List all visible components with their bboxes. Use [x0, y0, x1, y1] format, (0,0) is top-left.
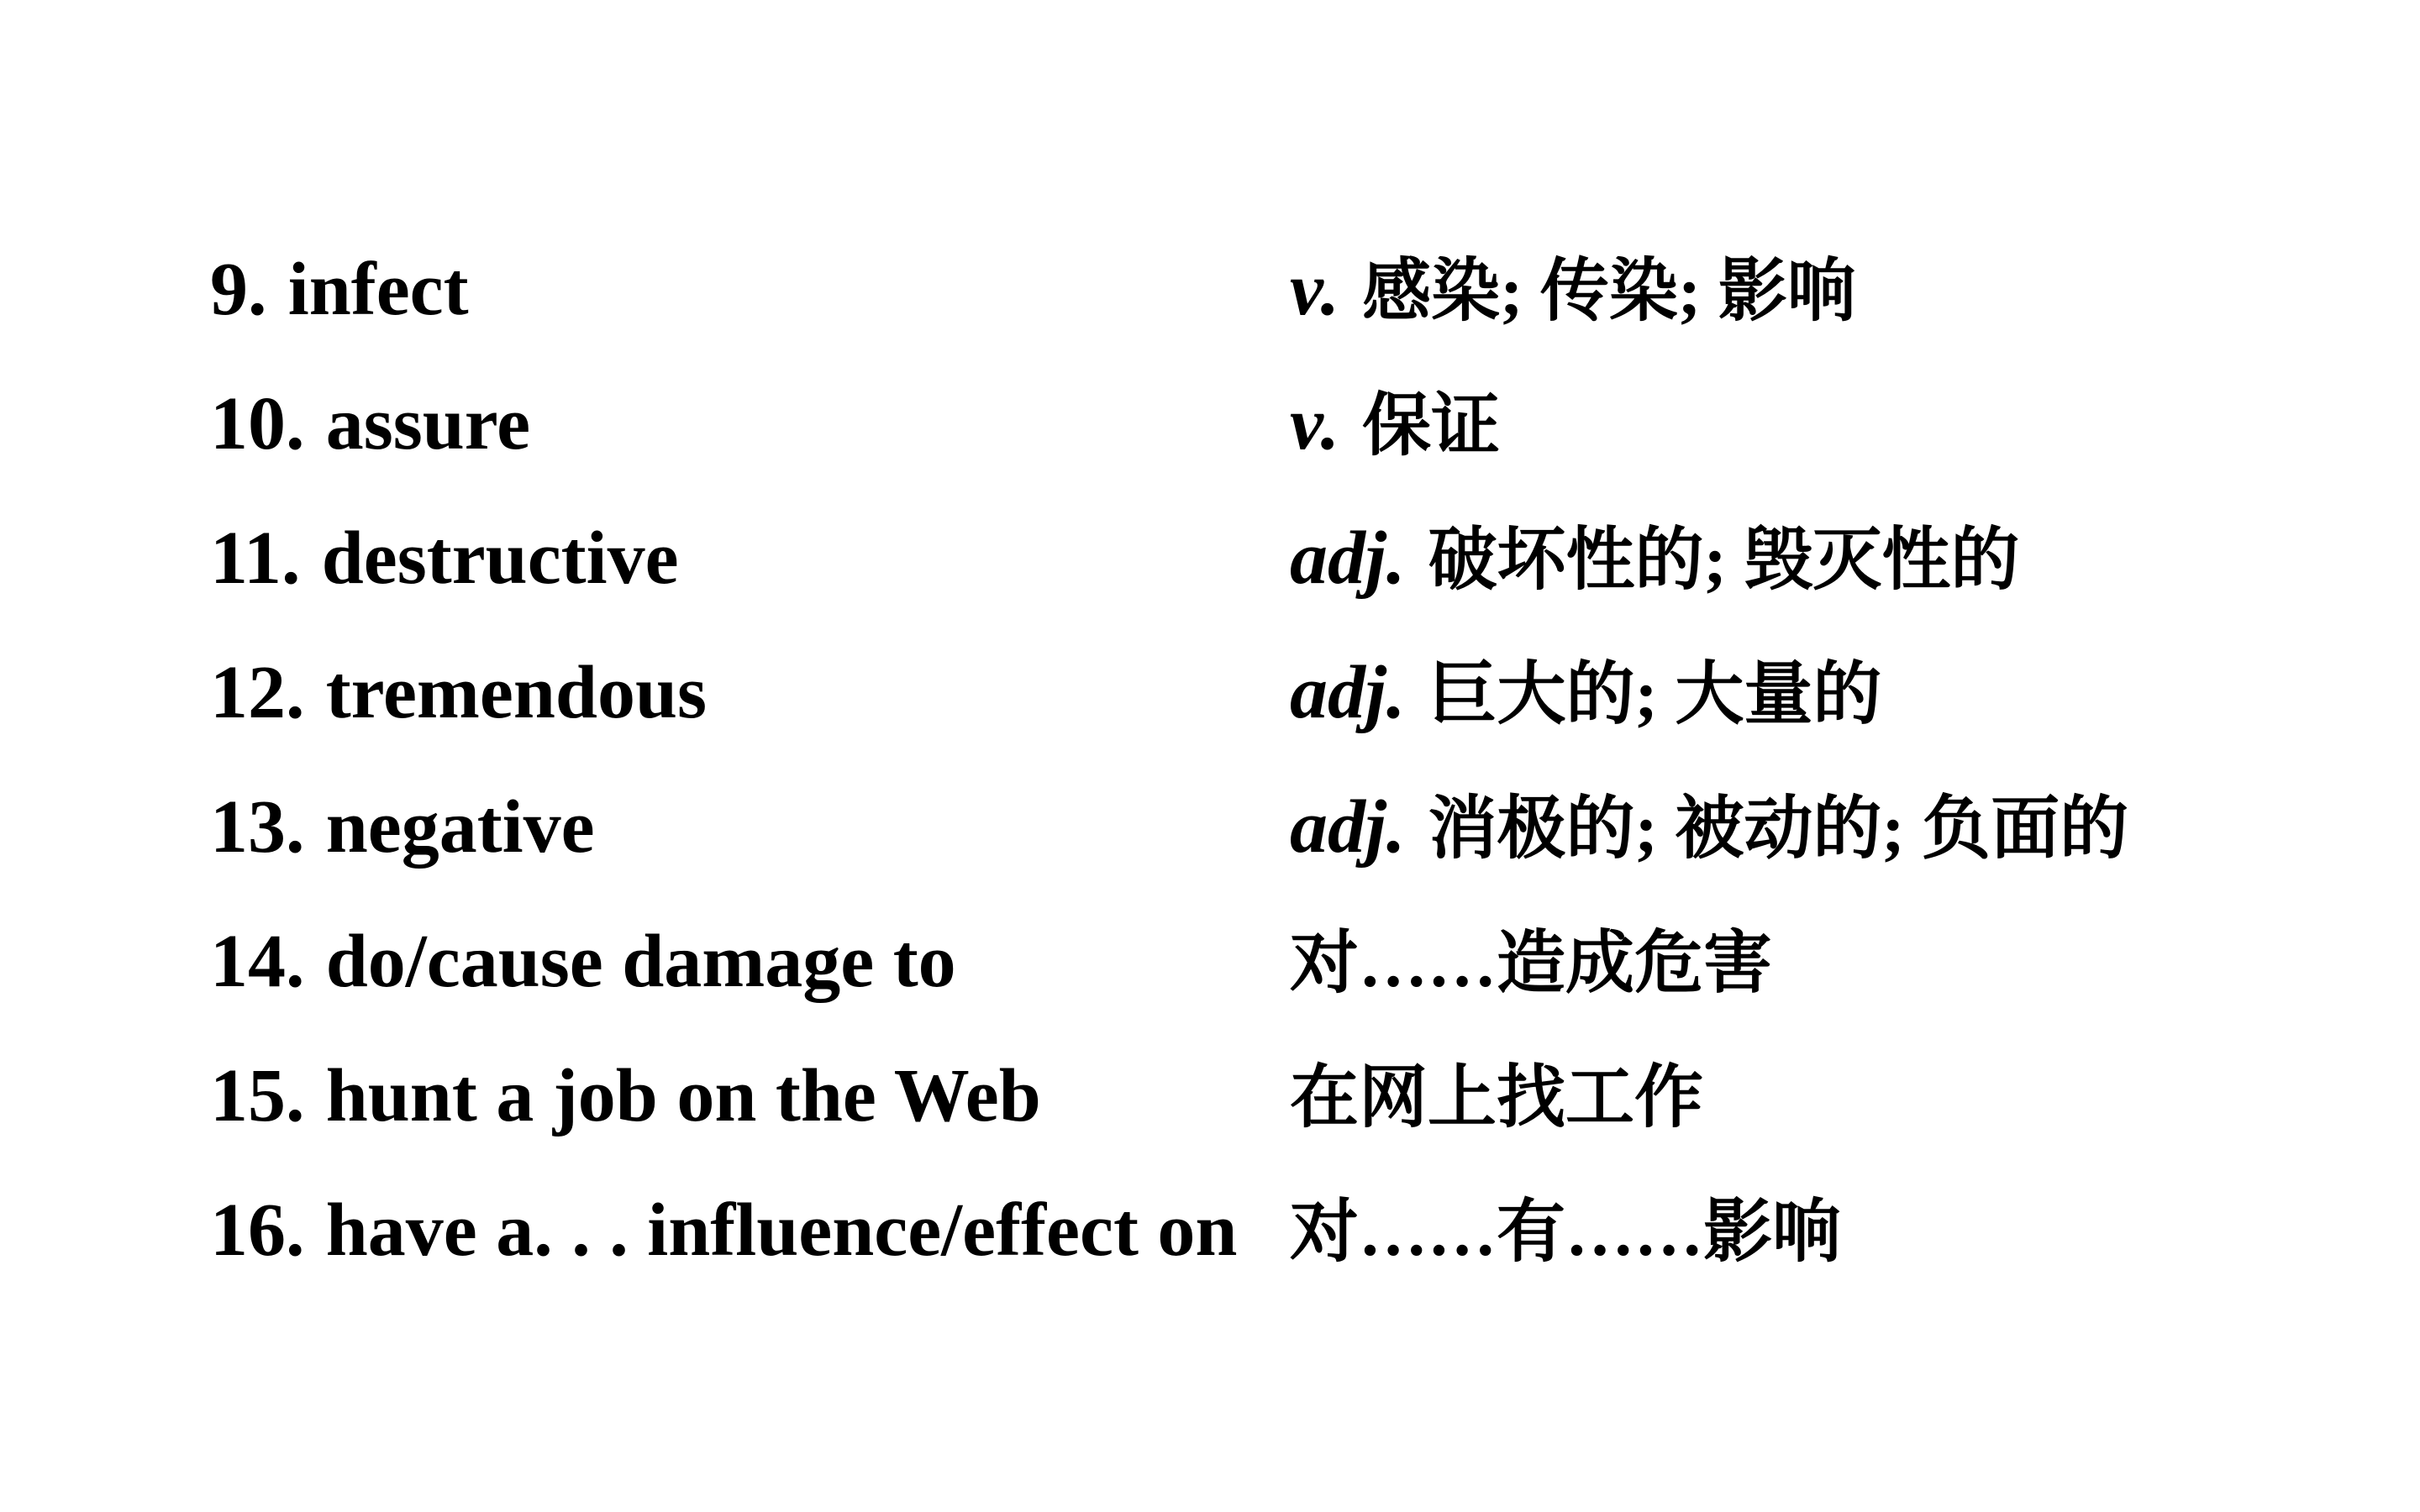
definition-text: 在网上找工作 [1290, 1059, 1704, 1136]
english-term [210, 223, 1290, 357]
item-number: 9. [210, 248, 267, 331]
item-number: 10. [210, 382, 305, 465]
term-text: assure [325, 382, 531, 465]
english-term [210, 491, 1290, 626]
definition-text: 感染; 传染; 影响 [1362, 253, 1856, 329]
chinese-definition [1290, 517, 2020, 600]
part-of-speech: v. [1290, 248, 1340, 331]
item-number: 15. [210, 1054, 305, 1137]
vocab-row-11 [210, 491, 2311, 626]
chinese-definition [1290, 248, 1856, 331]
definition-text: 对……有……影响 [1290, 1194, 1841, 1270]
item-number: 11. [210, 517, 301, 600]
vocab-row-14 [210, 895, 2311, 1029]
english-term [210, 1029, 1290, 1163]
chinese-definition [1290, 1194, 1841, 1270]
part-of-speech: adj. [1290, 517, 1406, 600]
definition-text: 消极的; 被动的; 负面的 [1428, 790, 2129, 867]
definition-text: 保证 [1362, 387, 1501, 464]
english-term [210, 357, 1290, 491]
term-text: tremendous [325, 651, 708, 734]
chinese-definition [1290, 785, 2129, 869]
term-text: hunt a job on the Web [325, 1054, 1041, 1137]
vocab-row-12 [210, 626, 2311, 760]
vocab-row-16 [210, 1163, 2311, 1298]
english-term [210, 895, 1290, 1029]
vocab-list [210, 223, 2311, 1298]
definition-text: 对……造成危害 [1290, 925, 1773, 1001]
vocab-row-15 [210, 1029, 2311, 1163]
item-number: 12. [210, 651, 305, 734]
english-term [210, 626, 1290, 760]
chinese-definition [1290, 925, 1773, 1001]
chinese-definition [1290, 1059, 1704, 1136]
term-text: do/cause damage to [325, 920, 956, 1003]
chinese-definition [1290, 651, 1882, 734]
english-term [210, 1163, 1290, 1298]
english-term [210, 760, 1290, 895]
term-text: infect [287, 248, 469, 331]
term-text: destructive [321, 517, 679, 600]
definition-text: 破坏性的; 毁灭性的 [1428, 522, 2020, 598]
term-text: have a. . . influence/effect on [325, 1189, 1238, 1272]
chinese-definition [1290, 382, 1501, 465]
term-text: negative [325, 785, 595, 869]
vocab-row-9 [210, 223, 2311, 357]
vocab-row-13 [210, 760, 2311, 895]
vocab-row-10 [210, 357, 2311, 491]
definition-text: 巨大的; 大量的 [1428, 656, 1882, 732]
item-number: 14. [210, 920, 305, 1003]
item-number: 13. [210, 785, 305, 869]
item-number: 16. [210, 1189, 305, 1272]
part-of-speech: adj. [1290, 651, 1406, 734]
part-of-speech: v. [1290, 382, 1340, 465]
part-of-speech: adj. [1290, 785, 1406, 869]
